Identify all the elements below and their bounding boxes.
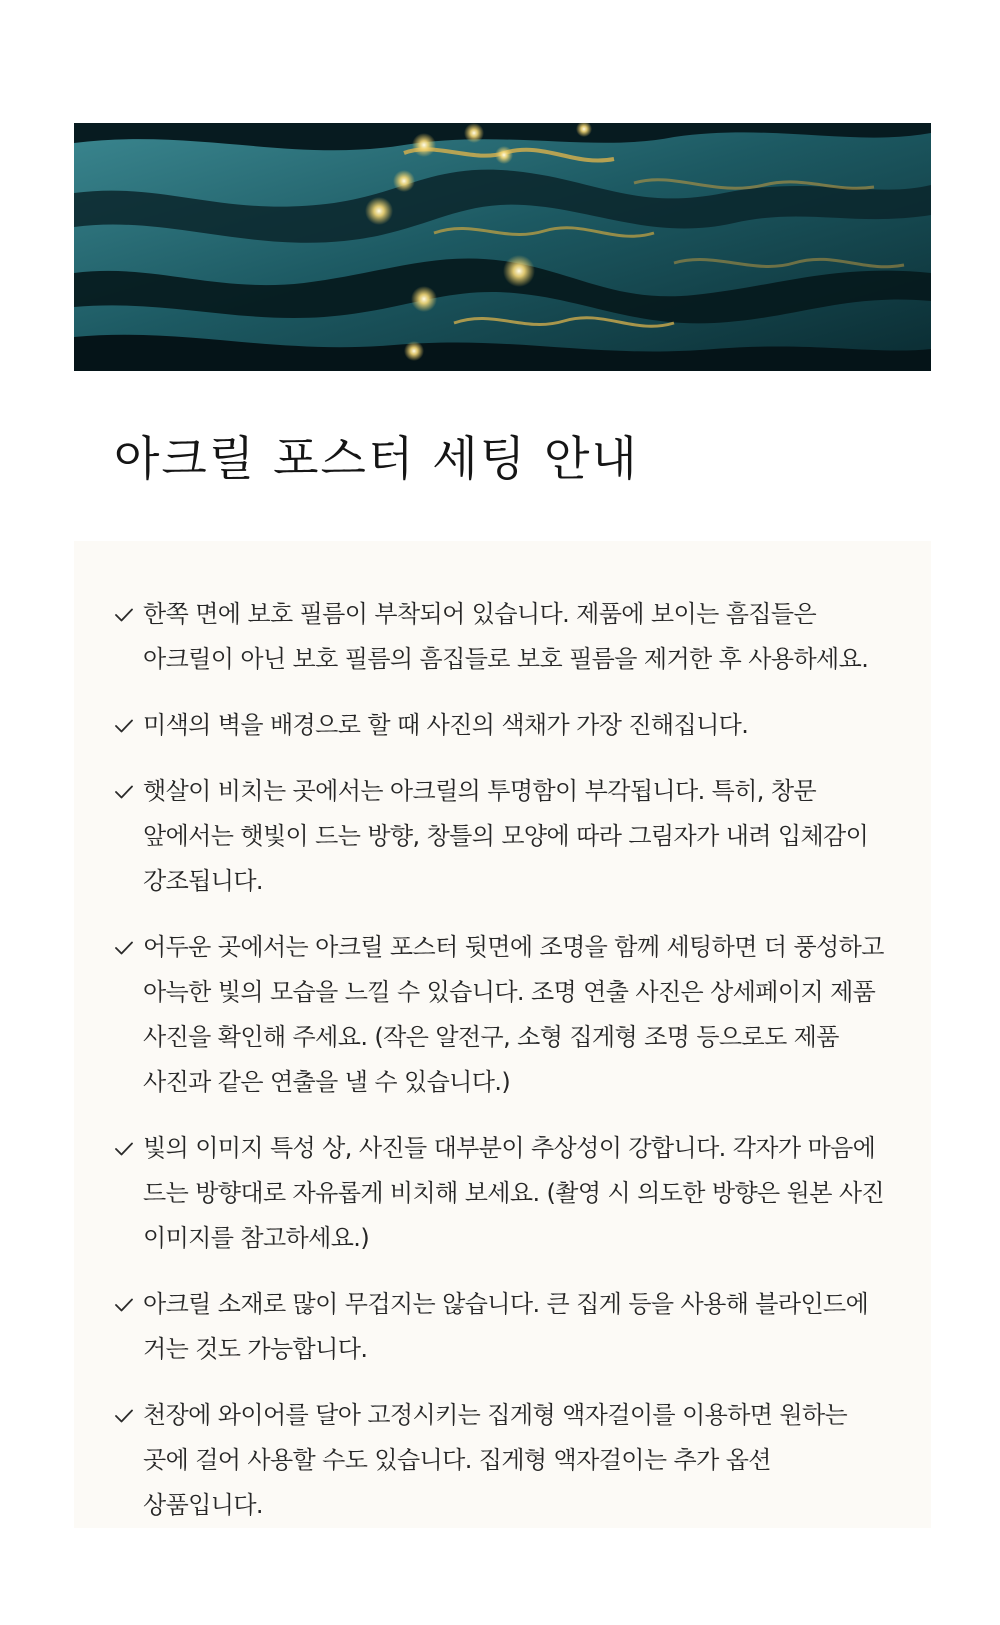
guide-item-sunlight: [114, 769, 891, 904]
guide-item-weight: [114, 1282, 891, 1372]
guide-item-abstract-direction: [114, 1126, 891, 1261]
checkmark-icon: [114, 784, 134, 800]
hero-image: [74, 123, 931, 371]
guide-item-text: 햇살이 비치는 곳에서는 아크릴의 투명함이 부각됩니다. 특히, 창문 앞에서는 햇빛이 드는 방향, 창틀의 모양에 따라 그림자가 내려 입체감이 강조됩니다.: [143, 777, 869, 895]
checkmark-icon: [114, 1297, 134, 1313]
page-title: 아크릴 포스터 세팅 안내: [114, 432, 639, 487]
guide-item-lighting: [114, 925, 891, 1105]
guide-list: [114, 592, 891, 1528]
guide-item-wall-color: [114, 703, 891, 748]
guide-item-text: 천장에 와이어를 달아 고정시키는 집게형 액자걸이를 이용하면 원하는 곳에 걸어 사용할 수도 있습니다. 집게형 액자걸이는 추가 옵션 상품입니다.: [143, 1401, 848, 1519]
guide-item-text: 미색의 벽을 배경으로 할 때 사진의 색채가 가장 진해집니다.: [143, 711, 749, 739]
water-reflection-photo: [74, 123, 931, 371]
checkmark-icon: [114, 607, 134, 623]
checkmark-icon: [114, 1141, 134, 1157]
setting-guide-box: [74, 541, 931, 1528]
checkmark-icon: [114, 940, 134, 956]
checkmark-icon: [114, 1408, 134, 1424]
guide-item-text: 아크릴 소재로 많이 무겁지는 않습니다. 큰 집게 등을 사용해 블라인드에 거는 것도 가능합니다.: [143, 1290, 869, 1363]
guide-item-text: 빛의 이미지 특성 상, 사진들 대부분이 추상성이 강합니다. 각자가 마음에 드는 방향대로 자유롭게 비치해 보세요. (촬영 시 의도한 방향은 원본 사진 이미지를 참고하세요.): [143, 1134, 885, 1252]
guide-item-protective-film: [114, 592, 891, 682]
guide-item-frame-hanger: [114, 1393, 891, 1528]
guide-item-text: 한쪽 면에 보호 필름이 부착되어 있습니다. 제품에 보이는 흠집들은 아크릴이 아닌 보호 필름의 흠집들로 보호 필름을 제거한 후 사용하세요.: [143, 600, 869, 673]
checkmark-icon: [114, 718, 134, 734]
guide-item-text: 어두운 곳에서는 아크릴 포스터 뒷면에 조명을 함께 세팅하면 더 풍성하고 아늑한 빛의 모습을 느낄 수 있습니다. 조명 연출 사진은 상세페이지 제품 사진을 확인해 주세요. (작은 알전구, 소형 집게형 조명 등으로도 제품 사진과 같은 연출을 낼 수 있습니다.): [143, 933, 884, 1096]
